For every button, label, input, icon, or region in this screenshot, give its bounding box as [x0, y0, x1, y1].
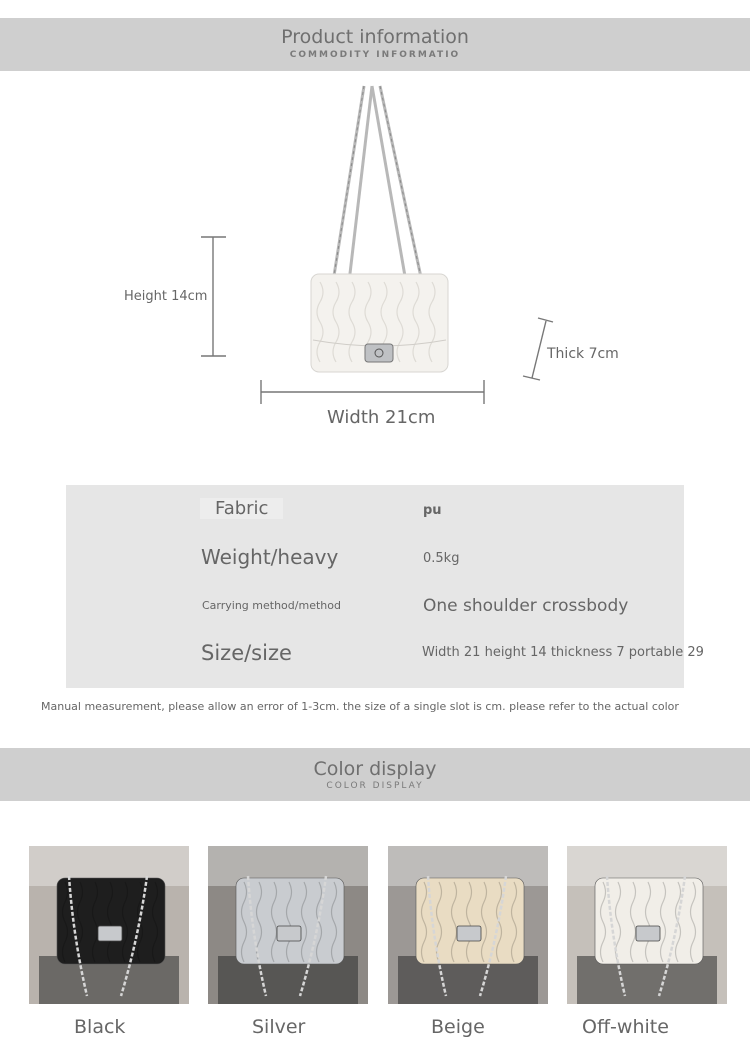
height-label: Height 14cm	[124, 289, 208, 304]
color-display-title: Color display	[313, 758, 437, 780]
chain-strap	[333, 86, 422, 282]
width-measure-line	[261, 380, 484, 404]
color-label-black: Black	[74, 1016, 126, 1038]
spec-value-size: Width 21 height 14 thickness 7 portable 29	[422, 645, 704, 660]
color-swatch-silver[interactable]	[208, 846, 368, 1004]
color-display-banner	[0, 748, 750, 801]
color-label-silver: Silver	[252, 1016, 306, 1038]
width-label: Width 21cm	[327, 407, 436, 428]
product-info-banner	[0, 18, 750, 71]
spec-key-carrying-method: Carrying method/method	[202, 599, 341, 612]
color-label-beige: Beige	[431, 1016, 485, 1038]
spec-key-weight: Weight/heavy	[201, 545, 339, 569]
bag-dimension-diagram	[0, 72, 750, 432]
color-label-off-white: Off-white	[582, 1016, 669, 1038]
spec-key-fabric: Fabric	[200, 498, 283, 519]
bag-photo-3	[567, 846, 727, 1004]
product-info-subtitle: COMMODITY INFORMATIO	[289, 50, 461, 60]
bag-photo-2	[388, 846, 548, 1004]
spec-value-fabric: pu	[423, 503, 442, 518]
bag-photo-1	[208, 846, 368, 1004]
color-swatch-off-white[interactable]	[567, 846, 727, 1004]
measurement-note: Manual measurement, please allow an error of 1-3cm. the size of a single slot is cm. please refer to the actual color	[41, 700, 679, 713]
color-swatch-black[interactable]	[29, 846, 189, 1004]
spec-value-weight: 0.5kg	[423, 551, 460, 566]
spec-value-carrying-method: One shoulder crossbody	[423, 596, 629, 616]
color-display-subtitle: COLOR DISPLAY	[326, 781, 424, 791]
bag-clasp	[365, 344, 393, 362]
spec-key-size: Size/size	[201, 641, 292, 665]
product-info-title: Product information	[281, 26, 469, 48]
bag-photo-0	[29, 846, 189, 1004]
thickness-label: Thick 7cm	[547, 346, 619, 362]
color-swatch-beige[interactable]	[388, 846, 548, 1004]
